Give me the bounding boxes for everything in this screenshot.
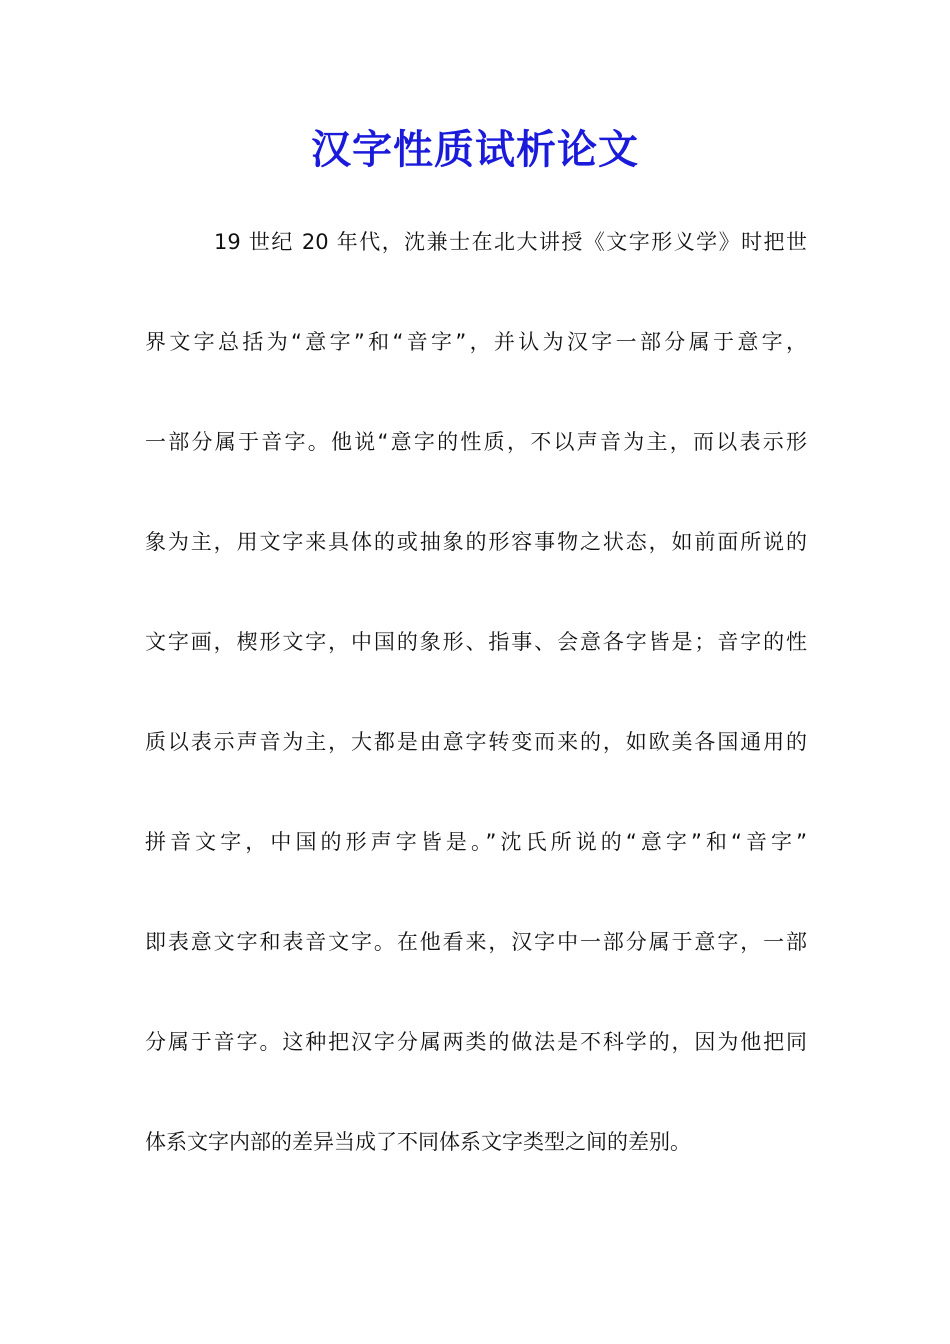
paragraph-line-1: 19 世纪 20 年代，沈兼士在北大讲授《文字形义学》时把世 bbox=[214, 230, 807, 254]
document-title: 汉字性质试析论文 bbox=[311, 127, 639, 173]
paragraph-line-6: 质以表示声音为主，大都是由意字转变而来的，如欧美各国通用的 bbox=[145, 730, 807, 754]
paragraph-line-2: 界文字总括为“意字”和“音字”，并认为汉字一部分属于意字， bbox=[145, 330, 807, 354]
paragraph-line-9: 分属于音字。这种把汉字分属两类的做法是不科学的，因为他把同 bbox=[145, 1030, 807, 1054]
paragraph-line-10: 体系文字内部的差异当成了不同体系文字类型之间的差别。 bbox=[145, 1130, 691, 1154]
paragraph-line-5: 文字画，楔形文字，中国的象形、指事、会意各字皆是；音字的性 bbox=[145, 630, 807, 654]
paragraph-line-7: 拼音文字，中国的形声字皆是。”沈氏所说的“意字”和“音字” bbox=[145, 830, 807, 854]
paragraph-line-3: 一部分属于音字。他说“意字的性质，不以声音为主，而以表示形 bbox=[145, 430, 807, 454]
paragraph-line-4: 象为主，用文字来具体的或抽象的形容事物之状态，如前面所说的 bbox=[145, 530, 807, 554]
paragraph-line-8: 即表意文字和表音文字。在他看来，汉字中一部分属于意字，一部 bbox=[145, 930, 807, 954]
